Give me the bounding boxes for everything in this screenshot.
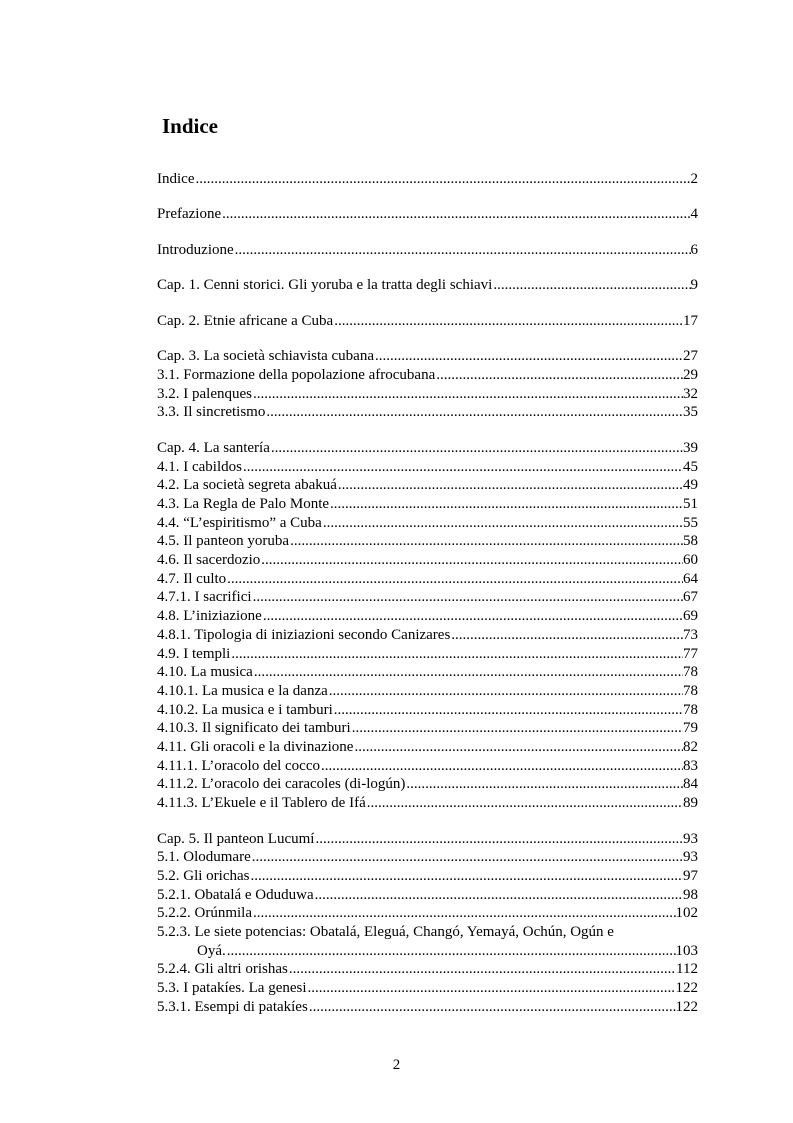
- toc-entry-title: 4.10.2. La musica e i tamburi: [157, 701, 333, 718]
- toc-entry[interactable]: [157, 757, 698, 776]
- toc-entry-title: 3.1. Formazione della popolazione afrocubana: [157, 367, 436, 384]
- toc-entry-title: 4.6. Il sacerdozio: [157, 552, 261, 569]
- toc-dot-leader: [351, 719, 683, 738]
- toc-entry[interactable]: [157, 626, 698, 645]
- toc-entry-title: 3.2. I palenques: [157, 385, 252, 402]
- toc-entry-page: 29: [683, 367, 698, 384]
- toc-entry-title: Prefazione: [157, 206, 222, 223]
- toc-entry-page: 112: [676, 961, 698, 978]
- toc-dot-leader: [252, 385, 683, 404]
- toc-entry-title: 5.2.3. Le siete potencias: Obatalá, Eleguá, Changó, Yemayá, Ochún, Ogún e: [157, 923, 614, 940]
- toc-entry-title: 4.4. “L’espiritismo” a Cuba: [157, 514, 322, 531]
- toc-entry-title-continuation: Oyá.: [197, 942, 226, 959]
- toc-entry[interactable]: [157, 607, 698, 626]
- toc-entry-title: 4.8. L’iniziazione: [157, 608, 262, 625]
- toc-entry-page: 83: [683, 757, 698, 774]
- toc-entry-page: 98: [683, 886, 698, 903]
- toc-entry[interactable]: [157, 439, 698, 458]
- toc-entry-page: 122: [675, 980, 698, 996]
- toc-entry[interactable]: [157, 701, 698, 720]
- toc-dot-leader: [366, 794, 683, 813]
- toc-entry[interactable]: [157, 775, 698, 794]
- toc-entry-title: 4.3. La Regla de Palo Monte: [157, 496, 330, 513]
- toc-entry-title: 5.2.1. Obatalá e Oduduwa: [157, 886, 314, 903]
- page-heading: Indice: [162, 114, 219, 138]
- toc-dot-leader: [320, 757, 683, 776]
- toc-dot-leader: [328, 682, 683, 701]
- toc-dot-leader: [221, 205, 690, 224]
- toc-entry-page: 78: [683, 682, 698, 699]
- toc-dot-leader: [435, 366, 683, 385]
- toc-entry-title: 5.3. I patakíes. La genesi: [157, 980, 307, 996]
- toc-entry-title: 4.5. Il panteon yoruba: [157, 533, 290, 550]
- toc-entry[interactable]: [157, 241, 698, 260]
- toc-dot-leader: [270, 439, 683, 458]
- toc-entry[interactable]: [157, 347, 698, 366]
- toc-entry-title: 5.2.2. Orúnmila: [157, 905, 252, 922]
- toc-entry-title: 5.3.1. Esempi di patakíes: [157, 998, 308, 1015]
- toc-entry-page: 9: [690, 277, 698, 294]
- toc-entry-page: 60: [683, 552, 698, 569]
- toc-entry[interactable]: [157, 403, 698, 422]
- toc-entry[interactable]: [157, 904, 698, 923]
- toc-entry-title: 4.8.1. Tipologia di iniziazioni secondo Canizares: [157, 626, 451, 643]
- toc-entry-title: Cap. 3. La società schiavista cubana: [157, 348, 375, 365]
- toc-entry[interactable]: [157, 663, 698, 682]
- toc-entry-page: 2: [690, 170, 698, 187]
- toc-dot-leader: [262, 607, 683, 626]
- toc-entry-title: Indice: [157, 170, 195, 187]
- toc-entry-title: 4.9. I templi: [157, 645, 231, 662]
- toc-entry-page: 4: [690, 206, 698, 223]
- toc-entry-page: 93: [683, 849, 698, 866]
- toc-entry-page: 102: [675, 905, 698, 922]
- toc-entry-title: Cap. 1. Cenni storici. Gli yoruba e la tratta degli schiavi: [157, 277, 493, 294]
- toc-entry-page: 84: [683, 776, 698, 793]
- toc-dot-leader: [307, 979, 676, 998]
- toc-entry-page: 78: [683, 664, 698, 681]
- toc-entry[interactable]: [157, 458, 698, 477]
- toc-dot-leader: [314, 830, 683, 849]
- toc-dot-leader: [333, 701, 683, 720]
- toc-dot-leader: [308, 998, 676, 1017]
- toc-dot-leader: [265, 403, 683, 422]
- toc-entry-title: 5.2.4. Gli altri orishas: [157, 961, 288, 978]
- toc-entry-page: 122: [675, 998, 698, 1015]
- toc-entry[interactable]: [157, 570, 698, 589]
- toc-entry-title: 4.7.1. I sacrifici: [157, 589, 252, 606]
- toc-entry[interactable]: [157, 476, 698, 495]
- toc-dot-leader: [194, 170, 690, 189]
- toc-entry-page: 17: [683, 312, 698, 329]
- toc-dot-leader: [226, 942, 676, 961]
- toc-entry-title: 3.3. Il sincretismo: [157, 404, 266, 421]
- toc-dot-leader: [234, 241, 691, 260]
- toc-entry-page: 79: [683, 720, 698, 737]
- table-of-contents: [157, 170, 698, 1016]
- toc-entry-title: 4.11.3. L’Ekuele e il Tablero de Ifá: [157, 795, 366, 812]
- toc-dot-leader: [242, 458, 683, 477]
- toc-entry-page: 27: [683, 348, 698, 365]
- toc-entry[interactable]: [157, 366, 698, 385]
- toc-entry[interactable]: [157, 848, 698, 867]
- toc-entry[interactable]: [157, 532, 698, 551]
- toc-dot-leader: [253, 663, 683, 682]
- toc-entry-continuation[interactable]: [157, 942, 698, 961]
- toc-entry-page: 64: [683, 570, 698, 587]
- toc-dot-leader: [226, 570, 683, 589]
- toc-entry[interactable]: [157, 645, 698, 664]
- toc-entry-page: 103: [675, 942, 698, 959]
- toc-entry-title: Cap. 5. Il panteon Lucumí: [157, 830, 315, 847]
- page-number: 2: [392, 1057, 401, 1073]
- toc-entry-page: 6: [690, 241, 698, 258]
- toc-dot-leader: [374, 347, 683, 366]
- toc-entry-title: 4.2. La società segreta abakuá: [157, 477, 337, 494]
- toc-dot-leader: [337, 476, 683, 495]
- toc-entry-title: 4.10.3. Il significato dei tamburi: [157, 720, 351, 737]
- toc-entry-page: 77: [683, 645, 698, 662]
- toc-entry[interactable]: [157, 588, 698, 607]
- toc-entry-title: Introduzione: [157, 241, 234, 258]
- toc-entry-page: 55: [683, 514, 698, 531]
- toc-entry-page: 35: [683, 404, 698, 421]
- toc-entry-page: 73: [683, 626, 698, 643]
- toc-entry-page: 93: [683, 830, 698, 847]
- toc-dot-leader: [333, 312, 683, 331]
- toc-entry-page: 45: [683, 458, 698, 475]
- toc-entry[interactable]: [157, 867, 698, 886]
- toc-entry[interactable]: [157, 923, 698, 942]
- toc-entry-page: 82: [683, 738, 698, 755]
- toc-entry-page: 51: [683, 496, 698, 513]
- toc-entry-title: 5.1. Olodumare: [157, 849, 251, 866]
- toc-entry[interactable]: [157, 205, 698, 224]
- toc-entry[interactable]: [157, 276, 698, 295]
- toc-entry[interactable]: [157, 495, 698, 514]
- toc-entry-title: 4.10. La musica: [157, 664, 253, 681]
- toc-entry-title: Cap. 2. Etnie africane a Cuba: [157, 312, 334, 329]
- toc-dot-leader: [329, 495, 683, 514]
- toc-entry-page: 69: [683, 608, 698, 625]
- toc-dot-leader: [230, 645, 683, 664]
- toc-entry-title: 4.10.1. La musica e la danza: [157, 682, 328, 699]
- toc-entry[interactable]: [157, 170, 698, 189]
- toc-entry[interactable]: [157, 682, 698, 701]
- toc-entry[interactable]: [157, 719, 698, 738]
- toc-dot-leader: [289, 532, 683, 551]
- toc-entry-page: 58: [683, 533, 698, 550]
- toc-dot-leader: [252, 904, 676, 923]
- toc-dot-leader: [252, 588, 683, 607]
- toc-entry-title: 4.11.1. L’oracolo del cocco: [157, 757, 321, 774]
- toc-entry[interactable]: [157, 886, 698, 905]
- toc-dot-leader: [492, 276, 690, 295]
- toc-entry[interactable]: [157, 998, 698, 1017]
- toc-entry-page: 78: [683, 701, 698, 718]
- toc-entry-page: 67: [683, 589, 698, 606]
- toc-entry[interactable]: [157, 551, 698, 570]
- toc-entry[interactable]: [157, 979, 698, 998]
- toc-dot-leader: [249, 867, 683, 886]
- toc-entry-page: 97: [683, 867, 698, 884]
- toc-dot-leader: [450, 626, 683, 645]
- toc-entry[interactable]: [157, 738, 698, 757]
- toc-dot-leader: [353, 738, 683, 757]
- toc-entry-title: 4.7. Il culto: [157, 570, 227, 587]
- toc-entry-title: 4.11.2. L’oracolo dei caracoles (di-logún): [157, 776, 406, 793]
- toc-entry-page: 89: [683, 795, 698, 812]
- toc-entry[interactable]: [157, 514, 698, 533]
- toc-entry-page: 32: [683, 385, 698, 402]
- toc-entry-title: 5.2. Gli orichas: [157, 867, 250, 884]
- toc-entry-title: 4.1. I cabildos: [157, 458, 242, 475]
- toc-entry[interactable]: [157, 794, 698, 813]
- toc-entry-page: 39: [683, 439, 698, 456]
- toc-dot-leader: [251, 848, 683, 867]
- toc-entry[interactable]: [157, 312, 698, 331]
- toc-dot-leader: [260, 551, 683, 570]
- toc-entry[interactable]: [157, 830, 698, 849]
- toc-entry[interactable]: [157, 960, 698, 979]
- toc-dot-leader: [314, 886, 683, 905]
- toc-entry[interactable]: [157, 385, 698, 404]
- toc-dot-leader: [405, 775, 683, 794]
- toc-entry-page: 49: [683, 477, 698, 494]
- toc-dot-leader: [288, 960, 676, 979]
- toc-entry-title: 4.11. Gli oracoli e la divinazione: [157, 738, 354, 755]
- toc-dot-leader: [322, 514, 683, 533]
- toc-entry-title: Cap. 4. La santería: [157, 439, 270, 456]
